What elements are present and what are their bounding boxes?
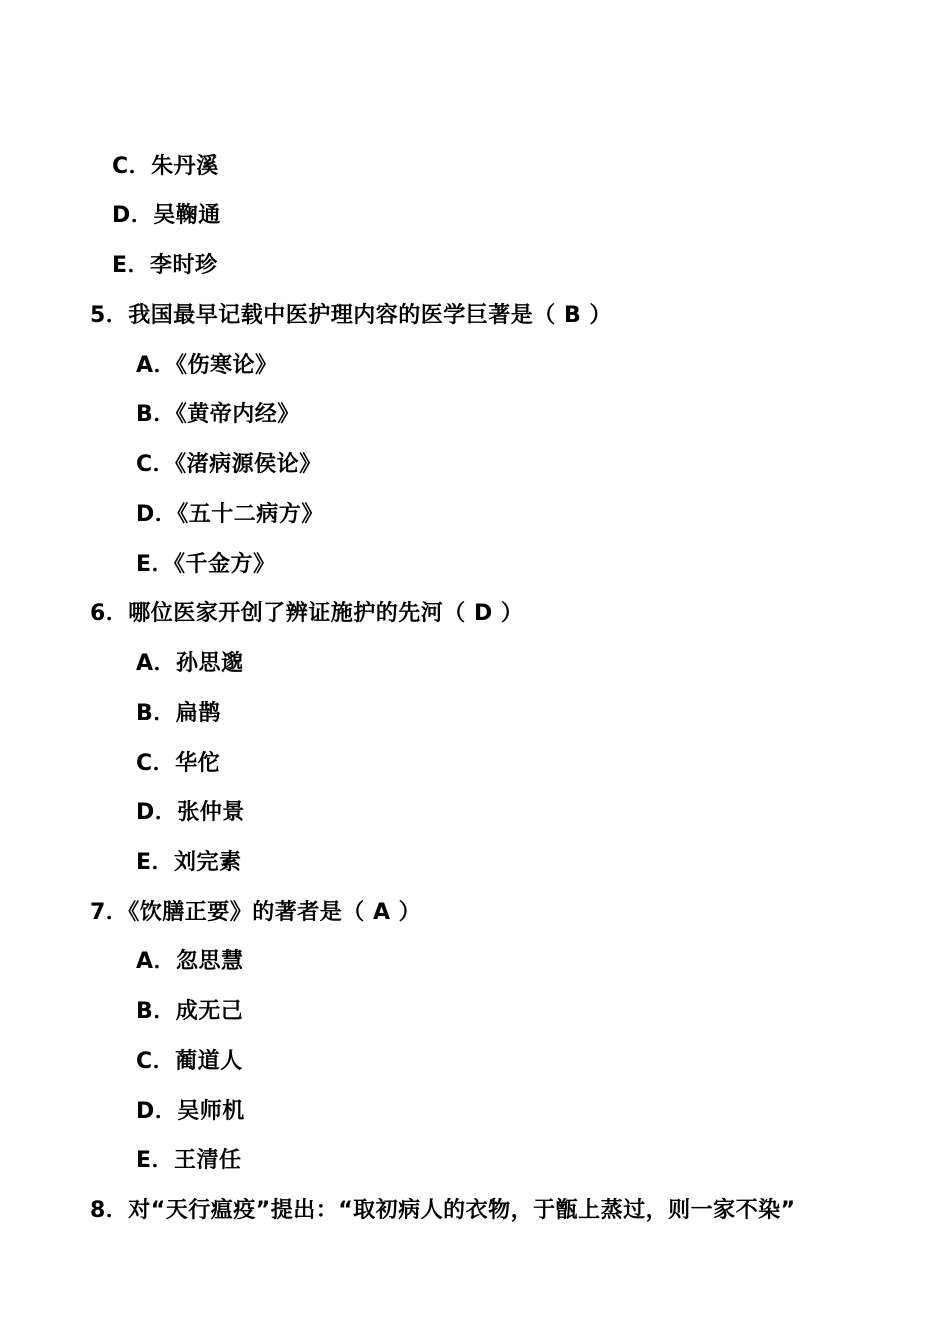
question-5-option-b: B．《黄帝内经》 xyxy=(136,402,300,427)
question-5-option-a: A．《伤寒论》 xyxy=(136,353,278,378)
question-5-option-c: C．《渚病源侯论》 xyxy=(136,452,322,477)
question-7-option-e: E．王清任 xyxy=(136,1148,242,1173)
question-6-stem: 6．哪位医家开创了辨证施护的先河（ D ） xyxy=(90,601,524,626)
question-8-stem: 8．对“天行瘟疫”提出：“取初病人的衣物，于甑上蒸过，则一家不染” xyxy=(90,1198,796,1223)
question-6-option-d: D．张仲景 xyxy=(136,800,245,825)
question-5-option-d: D．《五十二病方》 xyxy=(136,502,324,527)
question-7-option-c: C．蔺道人 xyxy=(136,1049,243,1074)
question-7-stem: 7．《饮膳正要》的著者是（ A ） xyxy=(90,900,422,925)
question-6-option-a: A．孙思邈 xyxy=(136,651,244,676)
question-7-option-a: A．忽思慧 xyxy=(136,949,244,974)
question-6-option-e: E．刘完素 xyxy=(136,850,242,875)
option-d-prev: D．吴鞠通 xyxy=(112,203,221,228)
question-6-option-b: B．扁鹊 xyxy=(136,701,221,726)
option-e-prev: E．李时珍 xyxy=(112,253,218,278)
question-5-option-e: E．《千金方》 xyxy=(136,552,276,577)
option-c-prev: C．朱丹溪 xyxy=(112,154,219,179)
question-6-option-c: C．华佗 xyxy=(136,751,221,776)
question-5-stem: 5．我国最早记载中医护理内容的医学巨著是（ B ） xyxy=(90,303,612,328)
question-7-option-d: D．吴师机 xyxy=(136,1099,245,1124)
question-7-option-b: B．成无己 xyxy=(136,999,244,1024)
